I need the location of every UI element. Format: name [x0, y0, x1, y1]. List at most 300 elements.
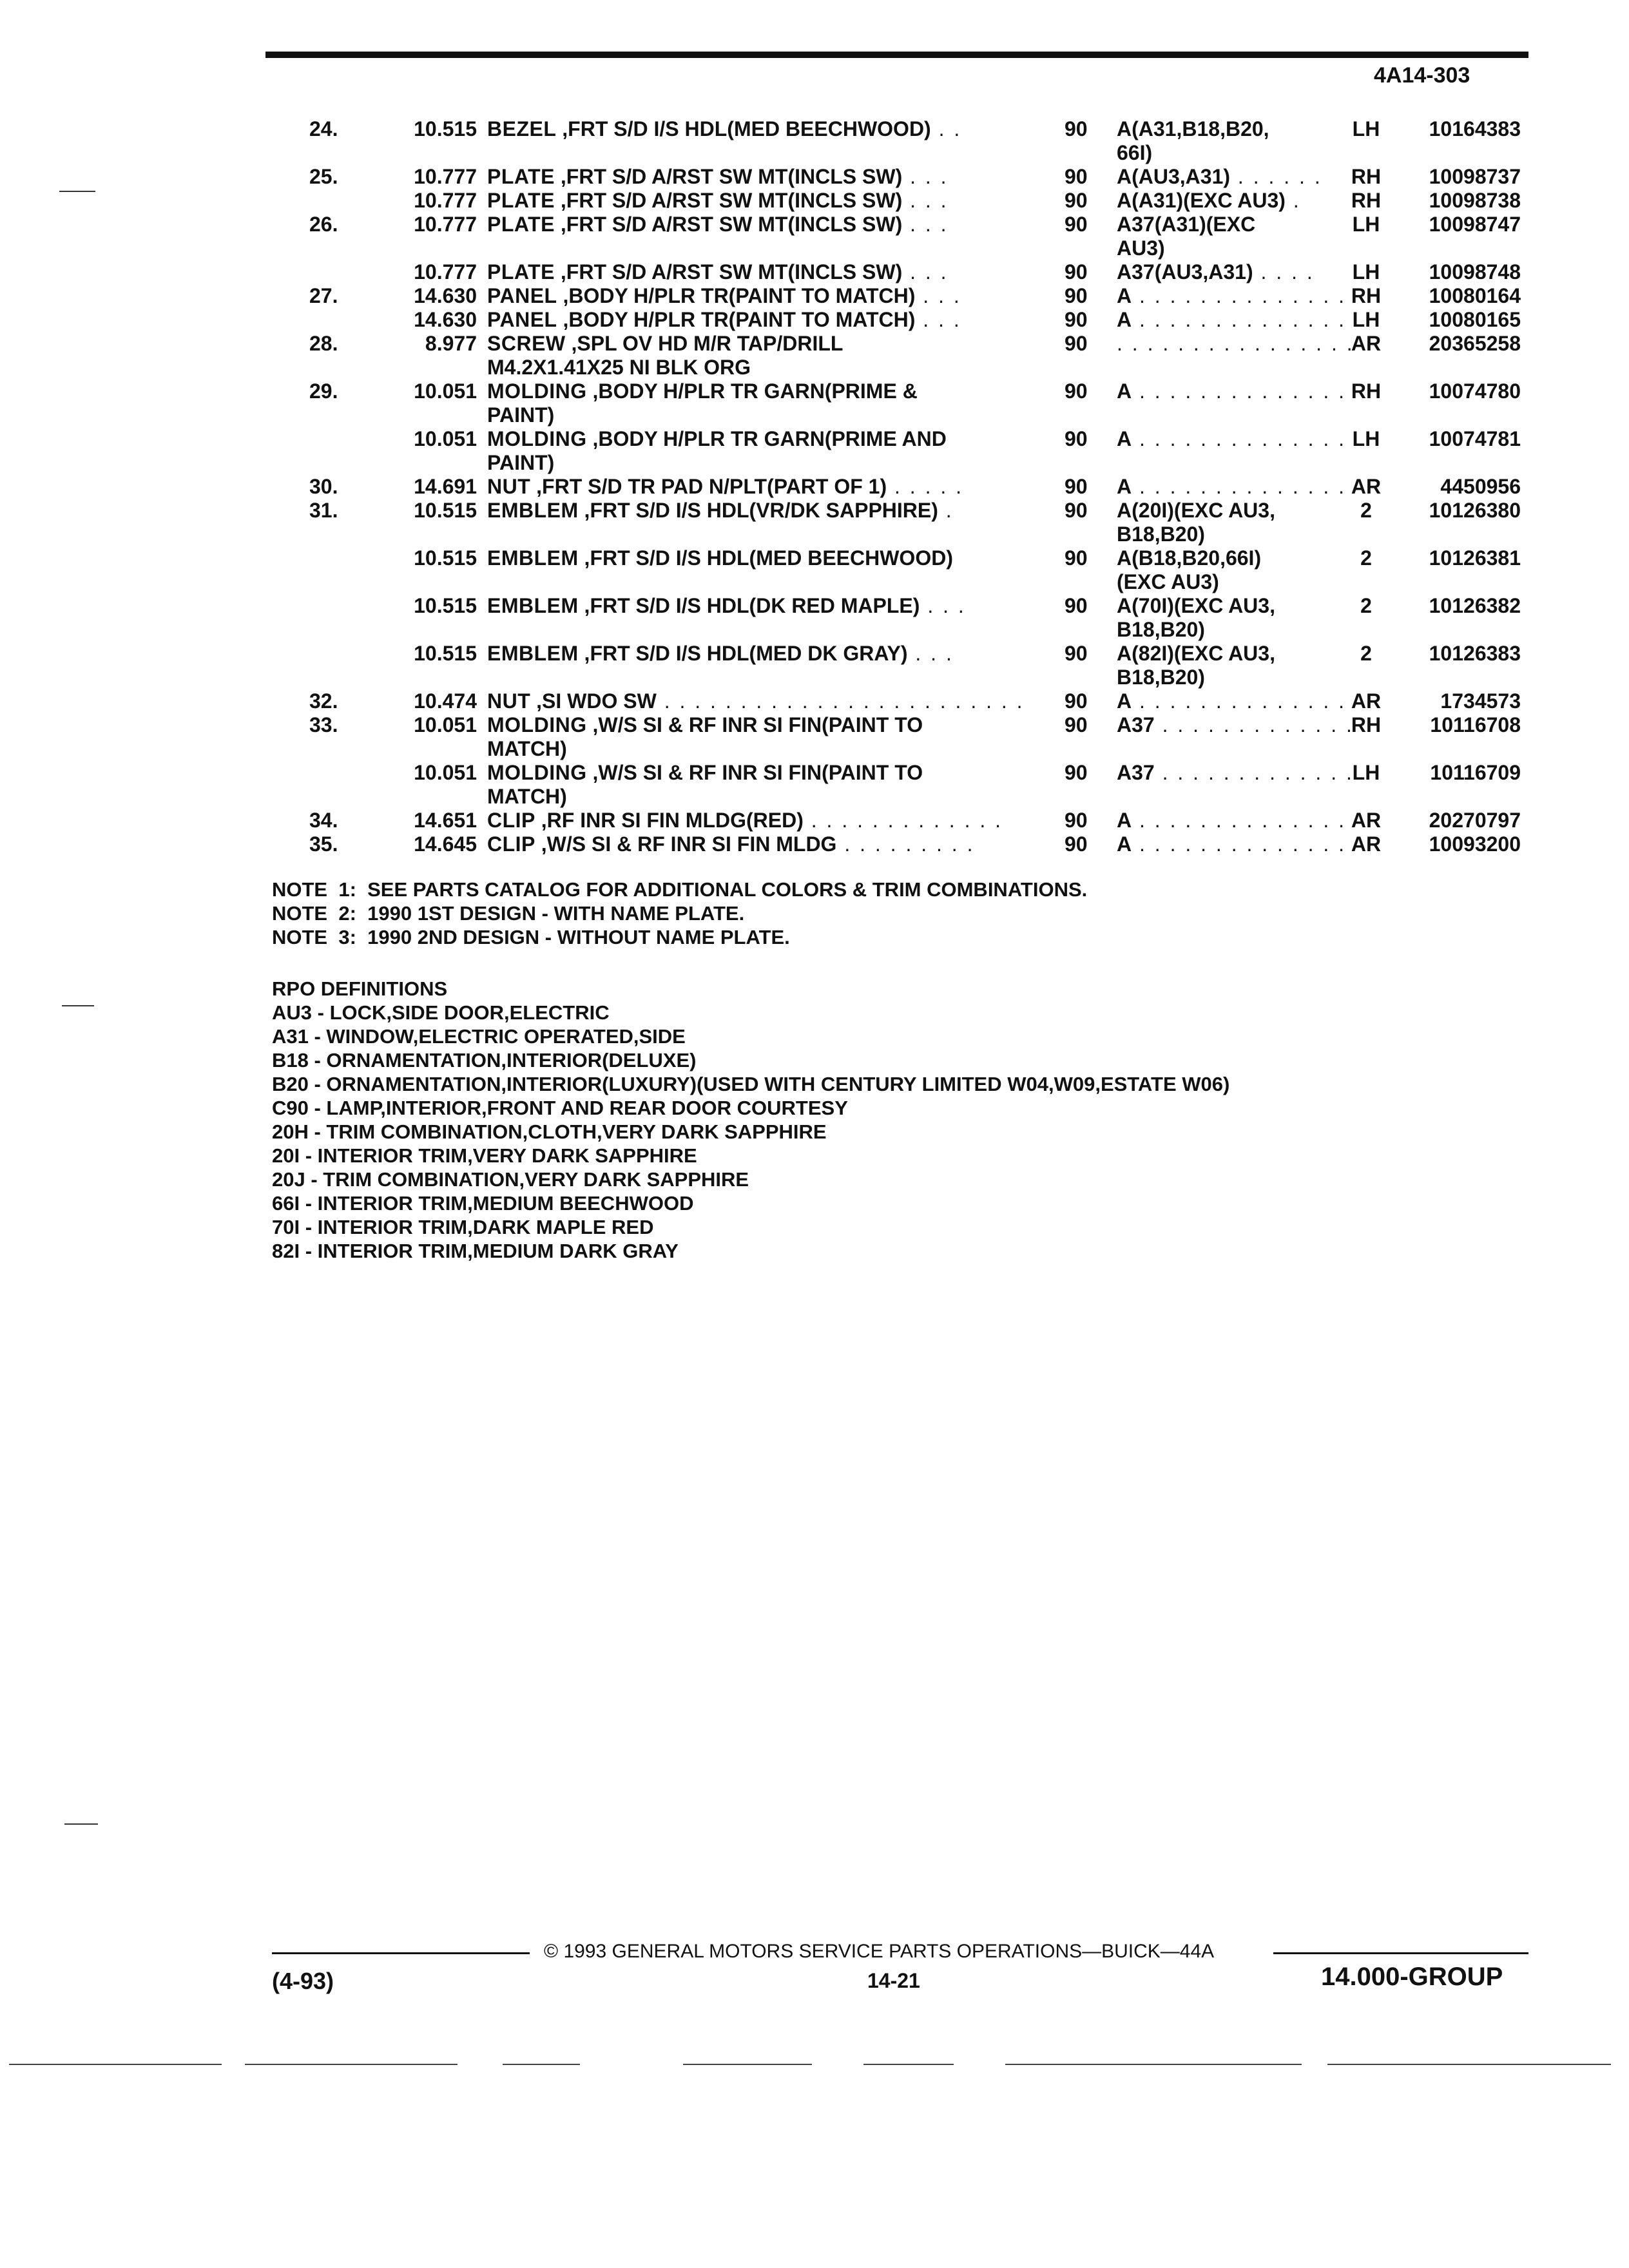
group-number: 10.777 — [414, 260, 477, 284]
part-detail: ,SPL OV HD M/R TAP/DRILL — [565, 332, 843, 355]
model-year: 90 — [1065, 761, 1088, 784]
scan-edge-line — [1005, 2064, 1302, 2065]
part-detail: M4.2X1.41X25 NI BLK ORG — [487, 356, 751, 379]
group-number: 14.645 — [414, 832, 477, 856]
parts-row — [0, 761, 1629, 785]
quantity-or-side: RH — [1351, 713, 1382, 736]
rpo-definition: 20J - TRIM COMBINATION,VERY DARK SAPPHIRE — [272, 1168, 749, 1191]
usage-text: A(82I)(EXC AU3, — [1117, 642, 1275, 665]
rpo-section — [272, 977, 1229, 1263]
group-number: 10.051 — [414, 761, 477, 784]
group-number: 14.651 — [414, 809, 477, 832]
part-detail: PAINT) — [487, 403, 555, 427]
group-number: 10.515 — [414, 117, 477, 140]
parts-row — [0, 594, 1629, 618]
parts-row — [0, 737, 1629, 761]
page-id: 4A14-303 — [1374, 63, 1470, 88]
item-number: 34. — [309, 809, 338, 832]
part-description — [487, 737, 1022, 761]
usage-text: A — [1117, 832, 1132, 856]
margin-mark — [62, 1005, 94, 1006]
part-number: 10080165 — [1429, 308, 1521, 331]
leader-dots: . . . . . . . . . . . . . — [1154, 713, 1354, 736]
leader-dots: . . . — [920, 594, 966, 617]
leader-dots: . . . . . — [887, 475, 964, 498]
item-number: 31. — [309, 499, 338, 522]
quantity-or-side: LH — [1352, 761, 1380, 784]
parts-row — [0, 546, 1629, 570]
part-name: MOLDING — [487, 761, 587, 784]
quantity-or-side: LH — [1352, 427, 1380, 450]
part-name: PANEL — [487, 308, 557, 331]
leader-dots: . . . . . . . . . . . . . . — [1132, 308, 1347, 331]
item-number: 32. — [309, 689, 338, 713]
parts-row — [0, 284, 1629, 308]
group-number: 10.777 — [414, 165, 477, 188]
parts-row — [0, 117, 1629, 141]
usage-text: AU3) — [1117, 236, 1165, 260]
part-number: 10093200 — [1429, 832, 1521, 856]
part-detail: ,FRT S/D A/RST SW MT(INCLS SW) — [555, 189, 903, 212]
part-description — [487, 308, 1022, 332]
part-number: 4450956 — [1440, 475, 1521, 498]
item-number: 33. — [309, 713, 338, 736]
part-detail: ,FRT S/D A/RST SW MT(INCLS SW) — [555, 165, 903, 188]
rpo-definition: 20I - INTERIOR TRIM,VERY DARK SAPPHIRE — [272, 1144, 697, 1167]
parts-list — [0, 117, 1629, 856]
group-number: 10.515 — [414, 546, 477, 570]
usage-text: A(20I)(EXC AU3, — [1117, 499, 1275, 522]
usage-codes — [1117, 332, 1354, 356]
scan-edge-line — [683, 2064, 812, 2065]
usage-text: A — [1117, 284, 1132, 307]
leader-dots: . . — [930, 117, 962, 140]
part-description — [487, 809, 1022, 832]
usage-text: A — [1117, 809, 1132, 832]
item-number: 26. — [309, 213, 338, 236]
usage-codes — [1117, 475, 1347, 499]
item-number: 28. — [309, 332, 338, 355]
usage-codes — [1117, 117, 1329, 141]
leader-dots: . — [938, 499, 954, 522]
usage-codes — [1117, 594, 1329, 618]
part-number: 10126380 — [1429, 499, 1521, 522]
usage-text: A(B18,B20,66I) — [1117, 546, 1262, 570]
usage-codes — [1117, 832, 1347, 856]
usage-codes — [1117, 713, 1354, 737]
group-number: 10.051 — [414, 380, 477, 403]
part-number: 10116708 — [1430, 713, 1521, 736]
model-year: 90 — [1065, 642, 1088, 665]
quantity-or-side: AR — [1351, 689, 1382, 713]
part-detail: ,W/S SI & RF INR SI FIN(PAINT TO — [586, 761, 923, 784]
group-number: 10.474 — [414, 689, 477, 713]
parts-row — [0, 332, 1629, 356]
part-description — [487, 427, 1022, 451]
leader-dots: . . . — [902, 213, 949, 236]
parts-row — [0, 785, 1629, 809]
rpo-definition: A31 - WINDOW,ELECTRIC OPERATED,SIDE — [272, 1025, 686, 1048]
part-name: CLIP — [487, 832, 535, 856]
quantity-or-side: AR — [1351, 832, 1382, 856]
parts-row — [0, 523, 1629, 546]
rpo-definition: 82I - INTERIOR TRIM,MEDIUM DARK GRAY — [272, 1240, 679, 1262]
leader-dots: . . . . . . . . . . . . . . — [1132, 284, 1347, 307]
part-description — [487, 189, 1022, 213]
usage-codes — [1117, 380, 1347, 403]
leader-dots: . . . — [902, 260, 949, 284]
usage-codes — [1117, 427, 1347, 451]
parts-row — [0, 308, 1629, 332]
part-description — [487, 785, 1022, 809]
part-detail: ,BODY H/PLR TR(PAINT TO MATCH) — [557, 284, 916, 307]
part-name: NUT — [487, 689, 531, 713]
part-detail: ,FRT S/D I/S HDL(MED BEECHWOOD) — [556, 117, 931, 140]
model-year: 90 — [1065, 475, 1088, 498]
model-year: 90 — [1065, 260, 1088, 284]
model-year: 90 — [1065, 499, 1088, 522]
parts-row — [0, 165, 1629, 189]
part-number: 20365258 — [1429, 332, 1521, 355]
usage-text: B18,B20) — [1117, 618, 1205, 641]
parts-row — [0, 618, 1629, 642]
model-year: 90 — [1065, 689, 1088, 713]
leader-dots: . . . . — [1253, 260, 1315, 284]
parts-row — [0, 713, 1629, 737]
leader-dots: . . . . . . — [1230, 165, 1322, 188]
part-description — [487, 475, 1022, 499]
parts-row — [0, 832, 1629, 856]
usage-codes — [1117, 165, 1329, 189]
group-number: 14.691 — [414, 475, 477, 498]
part-detail: ,BODY H/PLR TR GARN(PRIME & — [586, 380, 918, 403]
leader-dots: . . . . . . . . . . . . . . — [1132, 832, 1347, 856]
leader-dots: . . . — [915, 284, 961, 307]
model-year: 90 — [1065, 117, 1088, 140]
leader-dots: . . . — [902, 189, 949, 212]
leader-dots: . . . . . . . . . . . . . — [803, 809, 1003, 832]
part-number: 1734573 — [1440, 689, 1521, 713]
usage-codes — [1117, 141, 1329, 165]
usage-codes — [1117, 499, 1329, 523]
part-number: 10080164 — [1429, 284, 1521, 307]
parts-row — [0, 499, 1629, 523]
parts-row — [0, 427, 1629, 451]
note-line: NOTE 2: 1990 1ST DESIGN - WITH NAME PLATE. — [272, 902, 745, 925]
usage-text: B18,B20) — [1117, 666, 1205, 689]
usage-codes — [1117, 689, 1347, 713]
group-number: 10.515 — [414, 594, 477, 617]
leader-dots: . . . . . . . . . — [836, 832, 975, 856]
part-name: EMBLEM — [487, 594, 579, 617]
part-detail: ,FRT S/D A/RST SW MT(INCLS SW) — [555, 213, 903, 236]
footer-page-number: 14-21 — [867, 1969, 920, 1992]
quantity-or-side: LH — [1352, 117, 1380, 140]
part-number: 10098748 — [1429, 260, 1521, 284]
leader-dots: . . . — [907, 642, 954, 665]
part-detail: ,W/S SI & RF INR SI FIN MLDG — [535, 832, 837, 856]
part-name: PLATE — [487, 189, 555, 212]
part-detail: ,FRT S/D I/S HDL(DK RED MAPLE) — [578, 594, 920, 617]
margin-mark — [59, 191, 95, 192]
rpo-definition: C90 - LAMP,INTERIOR,FRONT AND REAR DOOR COURTESY — [272, 1097, 848, 1119]
usage-text: 66I) — [1117, 141, 1153, 164]
usage-codes — [1117, 666, 1329, 689]
leader-dots: . . . . . . . . . . . . . . — [1132, 689, 1347, 713]
leader-dots: . . . — [902, 165, 949, 188]
part-detail: ,W/S SI & RF INR SI FIN(PAINT TO — [586, 713, 923, 736]
group-number: 10.515 — [414, 499, 477, 522]
part-description — [487, 713, 1022, 737]
usage-text: A37(AU3,A31) — [1117, 260, 1253, 284]
part-number: 10098737 — [1429, 165, 1521, 188]
part-name: SCREW — [487, 332, 566, 355]
rpo-list — [272, 1001, 1229, 1263]
usage-text: A(70I)(EXC AU3, — [1117, 594, 1275, 617]
scan-edge-line — [503, 2064, 580, 2065]
quantity-or-side: LH — [1352, 213, 1380, 236]
parts-row — [0, 141, 1629, 165]
part-detail: ,BODY H/PLR TR(PAINT TO MATCH) — [557, 308, 916, 331]
part-name: MOLDING — [487, 380, 587, 403]
usage-codes — [1117, 213, 1329, 236]
model-year: 90 — [1065, 380, 1088, 403]
part-number: 10164383 — [1429, 117, 1521, 140]
parts-row — [0, 403, 1629, 427]
part-detail: ,RF INR SI FIN MLDG(RED) — [535, 809, 804, 832]
part-description — [487, 594, 1022, 618]
part-detail: MATCH) — [487, 737, 567, 760]
quantity-or-side: RH — [1351, 189, 1382, 212]
part-description — [487, 117, 1022, 141]
usage-text: A — [1117, 427, 1132, 450]
part-name: EMBLEM — [487, 546, 579, 570]
part-name: MOLDING — [487, 713, 587, 736]
quantity-or-side: RH — [1351, 284, 1382, 307]
item-number: 25. — [309, 165, 338, 188]
quantity-or-side: 2 — [1360, 594, 1372, 617]
usage-text: A37 — [1117, 761, 1155, 784]
model-year: 90 — [1065, 165, 1088, 188]
usage-codes — [1117, 189, 1329, 213]
part-description — [487, 165, 1022, 189]
usage-codes — [1117, 260, 1329, 284]
scan-edge-line — [1327, 2064, 1611, 2065]
part-detail: ,BODY H/PLR TR GARN(PRIME AND — [586, 427, 947, 450]
part-description — [487, 356, 1022, 380]
model-year: 90 — [1065, 189, 1088, 212]
parts-row — [0, 809, 1629, 832]
part-name: PLATE — [487, 213, 555, 236]
group-number: 10.051 — [414, 713, 477, 736]
part-detail: MATCH) — [487, 785, 567, 808]
part-number: 10074780 — [1429, 380, 1521, 403]
part-detail: ,SI WDO SW — [530, 689, 657, 713]
usage-text: A(AU3,A31) — [1117, 165, 1231, 188]
part-name: PANEL — [487, 284, 557, 307]
rpo-title: RPO DEFINITIONS — [272, 977, 448, 1000]
model-year: 90 — [1065, 546, 1088, 570]
usage-codes — [1117, 809, 1347, 832]
model-year: 90 — [1065, 308, 1088, 331]
leader-dots: . . . . . . . . . . . . . . — [1132, 809, 1347, 832]
parts-row — [0, 356, 1629, 380]
leader-dots: . . . . . . . . . . . . . . — [1132, 380, 1347, 403]
parts-row — [0, 689, 1629, 713]
quantity-or-side: RH — [1351, 165, 1382, 188]
part-detail: ,FRT S/D I/S HDL(MED BEECHWOOD) — [578, 546, 953, 570]
quantity-or-side: LH — [1352, 308, 1380, 331]
part-number: 10126381 — [1429, 546, 1521, 570]
quantity-or-side: 2 — [1360, 546, 1372, 570]
rpo-definition: 66I - INTERIOR TRIM,MEDIUM BEECHWOOD — [272, 1192, 694, 1215]
part-description — [487, 451, 1022, 475]
model-year: 90 — [1065, 427, 1088, 450]
quantity-or-side: RH — [1351, 380, 1382, 403]
usage-text: A — [1117, 308, 1132, 331]
model-year: 90 — [1065, 332, 1088, 355]
footer-group: 14.000-GROUP — [1321, 1963, 1503, 1991]
part-name: PLATE — [487, 260, 555, 284]
quantity-or-side: LH — [1352, 260, 1380, 284]
parts-row — [0, 570, 1629, 594]
leader-dots: . . . . . . . . . . . . . — [1154, 761, 1354, 784]
item-number: 24. — [309, 117, 338, 140]
usage-codes — [1117, 570, 1329, 594]
part-number: 10098738 — [1429, 189, 1521, 212]
model-year: 90 — [1065, 713, 1088, 736]
parts-row — [0, 642, 1629, 666]
part-description — [487, 380, 1022, 403]
usage-codes — [1117, 642, 1329, 666]
parts-row — [0, 236, 1629, 260]
scan-edge-line — [245, 2064, 458, 2065]
rpo-definition: 70I - INTERIOR TRIM,DARK MAPLE RED — [272, 1216, 654, 1238]
usage-text: B18,B20) — [1117, 523, 1205, 546]
usage-codes — [1117, 308, 1347, 332]
part-description — [487, 332, 1022, 356]
part-name: BEZEL — [487, 117, 557, 140]
usage-text: A — [1117, 475, 1132, 498]
rpo-definition: B18 - ORNAMENTATION,INTERIOR(DELUXE) — [272, 1049, 697, 1072]
usage-codes — [1117, 523, 1329, 546]
leader-dots: . . . — [915, 308, 961, 331]
item-number: 35. — [309, 832, 338, 856]
part-name: EMBLEM — [487, 642, 579, 665]
group-number: 10.515 — [414, 642, 477, 665]
usage-codes — [1117, 284, 1347, 308]
quantity-or-side: AR — [1351, 475, 1382, 498]
parts-row — [0, 260, 1629, 284]
usage-codes — [1117, 618, 1329, 642]
part-name: CLIP — [487, 809, 535, 832]
rpo-definition: AU3 - LOCK,SIDE DOOR,ELECTRIC — [272, 1001, 610, 1024]
notes-section — [272, 878, 1087, 949]
model-year: 90 — [1065, 594, 1088, 617]
parts-row — [0, 666, 1629, 689]
quantity-or-side: 2 — [1360, 642, 1372, 665]
usage-codes — [1117, 236, 1329, 260]
part-description — [487, 260, 1022, 284]
quantity-or-side: 2 — [1360, 499, 1372, 522]
leader-dots: . . . . . . . . . . . . . . — [1132, 475, 1347, 498]
parts-row — [0, 475, 1629, 499]
part-number: 10126383 — [1429, 642, 1521, 665]
rpo-definition: B20 - ORNAMENTATION,INTERIOR(LUXURY)(USED WITH CENTURY LIMITED W04,W09,ESTATE W06) — [272, 1073, 1230, 1095]
note-line: NOTE 1: SEE PARTS CATALOG FOR ADDITIONAL COLORS & TRIM COMBINATIONS. — [272, 878, 1088, 901]
footer-date: (4-93) — [272, 1968, 334, 1994]
model-year: 90 — [1065, 213, 1088, 236]
part-description — [487, 546, 1022, 570]
footer-rule-left — [272, 1952, 530, 1954]
note-line: NOTE 3: 1990 2ND DESIGN - WITHOUT NAME PLATE. — [272, 926, 790, 948]
part-description — [487, 761, 1022, 785]
group-number: 14.630 — [414, 308, 477, 331]
usage-text: A37(A31)(EXC — [1117, 213, 1256, 236]
leader-dots: . . . . . . . . . . . . . . . . . . . . . . . . — [656, 689, 1025, 713]
rpo-definition: 20H - TRIM COMBINATION,CLOTH,VERY DARK SAPPHIRE — [272, 1120, 827, 1143]
group-number: 8.977 — [425, 332, 477, 355]
scan-edge-line — [863, 2064, 954, 2065]
item-number: 29. — [309, 380, 338, 403]
part-description — [487, 403, 1022, 427]
part-description — [487, 642, 1022, 666]
part-description — [487, 213, 1022, 236]
part-number: 10098747 — [1429, 213, 1521, 236]
leader-dots: . . . . . . . . . . . . . . . . — [1117, 332, 1354, 355]
part-name: NUT — [487, 475, 531, 498]
parts-row — [0, 213, 1629, 236]
parts-row — [0, 451, 1629, 475]
model-year: 90 — [1065, 284, 1088, 307]
part-detail: ,FRT S/D I/S HDL(MED DK GRAY) — [578, 642, 908, 665]
part-detail: ,FRT S/D A/RST SW MT(INCLS SW) — [555, 260, 903, 284]
quantity-or-side: AR — [1351, 809, 1382, 832]
part-name: EMBLEM — [487, 499, 579, 522]
part-description — [487, 832, 1022, 856]
part-name: MOLDING — [487, 427, 587, 450]
part-description — [487, 284, 1022, 308]
group-number: 10.051 — [414, 427, 477, 450]
group-number: 10.777 — [414, 213, 477, 236]
part-detail: PAINT) — [487, 451, 555, 474]
part-number: 10126382 — [1429, 594, 1521, 617]
leader-dots: . . . . . . . . . . . . . . — [1132, 427, 1347, 450]
part-number: 10116709 — [1430, 761, 1521, 784]
usage-text: A37 — [1117, 713, 1155, 736]
model-year: 90 — [1065, 832, 1088, 856]
usage-text: A — [1117, 689, 1132, 713]
usage-text: A(A31,B18,B20, — [1117, 117, 1269, 140]
quantity-or-side: AR — [1351, 332, 1382, 355]
usage-codes — [1117, 761, 1354, 785]
usage-codes — [1117, 546, 1329, 570]
part-number: 20270797 — [1429, 809, 1521, 832]
usage-text: A — [1117, 380, 1132, 403]
part-number: 10074781 — [1429, 427, 1521, 450]
scan-edge-line — [9, 2064, 222, 2065]
part-name: PLATE — [487, 165, 555, 188]
footer-rule-right — [1273, 1952, 1528, 1954]
part-description — [487, 499, 1022, 523]
margin-mark — [64, 1823, 98, 1825]
copyright: © 1993 GENERAL MOTORS SERVICE PARTS OPERATIONS—BUICK—44A — [544, 1941, 1215, 1962]
header-rule — [265, 52, 1528, 58]
parts-row — [0, 380, 1629, 403]
model-year: 90 — [1065, 809, 1088, 832]
usage-text: (EXC AU3) — [1117, 570, 1219, 593]
part-detail: ,FRT S/D I/S HDL(VR/DK SAPPHIRE) — [578, 499, 938, 522]
